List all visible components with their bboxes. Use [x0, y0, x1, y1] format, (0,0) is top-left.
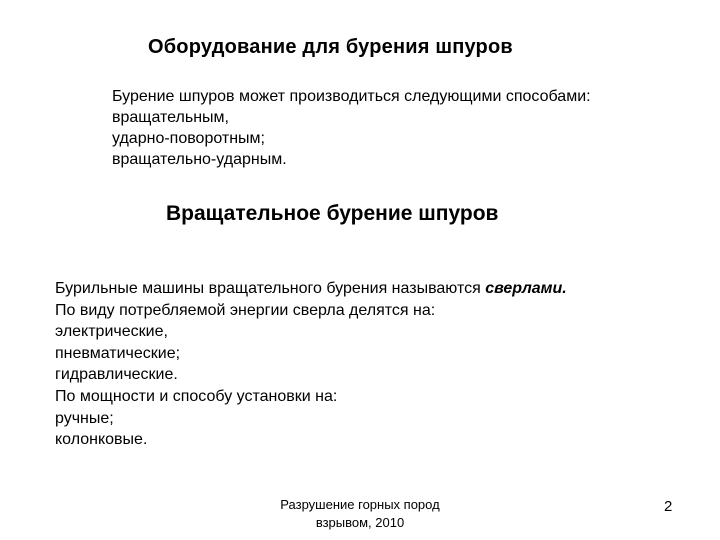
text-line: колонковые. — [55, 431, 148, 449]
text-line: пневматические; — [55, 344, 181, 362]
text-line: ударно-поворотным; — [112, 130, 265, 147]
text-line: Бурение шпуров может производиться следующими способами: — [112, 88, 591, 105]
text-line: вращательно-ударным. — [112, 151, 287, 168]
text-line: По виду потребляемой энергии сверла делятся на: — [55, 301, 436, 319]
footer-line: взрывом, 2010 — [315, 515, 405, 530]
section-title-rotary-drilling: Вращательное бурение шпуров — [166, 202, 499, 225]
intro-line — [55, 278, 567, 300]
intro-prefix: Бурильные машины вращательного бурения называются — [55, 280, 486, 297]
rotary-drilling-text — [55, 278, 567, 451]
slide-footer — [250, 496, 470, 532]
footer-line: Разрушение горных пород — [280, 497, 440, 512]
text-line: электрические, — [55, 323, 168, 341]
text-line: гидравлические. — [55, 366, 178, 384]
section-title-equipment: Оборудование для бурения шпуров — [148, 36, 513, 58]
page-number: 2 — [664, 498, 673, 515]
text-line: ручные; — [55, 409, 114, 427]
intro-emphasis: сверлами. — [485, 280, 567, 297]
text-line: По мощности и способу установки на: — [55, 387, 338, 405]
text-line: вращательным, — [112, 109, 229, 126]
drilling-methods-text — [112, 86, 591, 170]
